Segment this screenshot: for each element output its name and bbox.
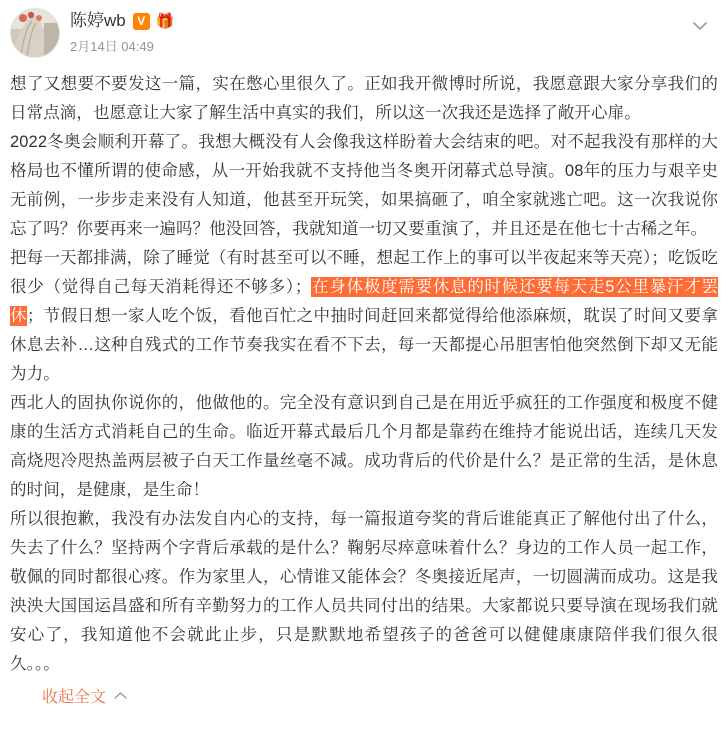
chevron-down-icon[interactable] xyxy=(688,14,712,38)
post-header xyxy=(10,8,718,64)
paragraph-1: 想了又想要不要发这一篇，实在憋心里很久了。正如我开微博时所说，我愿意跟大家分享我们的日常点滴，也愿意让大家了解生活中真实的我们，所以这一次我还是选择了敞开心扉。 xyxy=(10,75,718,122)
verified-badge-icon: V xyxy=(133,13,150,30)
paragraph-5: 所以很抱歉，我没有办法发自内心的支持，每一篇报道夸奖的背后谁能真正了解他付出了什么，失去了什么？坚持两个字背后承载的是什么？鞠躬尽瘁意味着什么？身边的工作人员一起工作，敬佩的同时都很心疼。作为家里人，心情谁又能体会？冬奥接近尾声，一切圆满而成功。这是我泱泱大国国运昌盛和所有辛勤努力的工作人员共同付出的结果。大家都说只要导演在现场我们就安心了，我知道他不会就此止步，只是默默地希望孩子的爸爸可以健健康康陪伴我们很久很久。。。 xyxy=(10,510,718,673)
paragraph-4: 西北人的固执你说你的，他做他的。完全没有意识到自己是在用近乎疯狂的工作强度和极度不健康的生活方式消耗自己的生命。临近开幕式最后几个月都是靠药在维持才能说出话，连续几天发高烧咫冷咫热盖两层被子白天工作量丝毫不减。成功背后的代价是什么？是正常的生活，是休息的时间，是健康，是生命！ xyxy=(10,394,718,499)
avatar[interactable] xyxy=(10,8,60,58)
collapse-label: 收起全文 xyxy=(42,688,107,706)
paragraph-2: 2022冬奥会顺利开幕了。我想大概没有人会像我这样盼着大会结束的吧。对不起我没有那样的大格局也不懂所谓的使命感，从一开始我就不支持他当冬奥开闭幕式总导演。08年的压力与艰辛史无前例，一步步走来没有人知道，他甚至开玩笑，如果搞砸了，咱全家就逃亡吧。这一次我说你忘了吗？你要再来一遍吗？他没回答，我就知道一切又要重演了，并且还是在他七十古稀之年。 xyxy=(10,133,718,238)
gift-icon: 🎁 xyxy=(155,12,175,30)
paragraph-3-before: 把每一天都排满，除了睡觉（有时甚至可以不睡，想起工作上的事可以半夜起来等天亮）；吃饭吃很少（觉得自己每天消耗得还不够多）； xyxy=(10,249,718,296)
highlighted-text: 在身体极度需要休息的时候还要每天走5公里暴汗才罢休 xyxy=(10,278,718,325)
post-timestamp: 2月14日 04:49 xyxy=(70,39,154,54)
paragraph-3 xyxy=(10,244,718,389)
collapse-full-text-button[interactable] xyxy=(42,684,127,707)
post-header-text xyxy=(70,8,174,55)
paragraph-3-after: ；节假日想一家人吃个饭，看他百忙之中抽时间赶回来都觉得给他添麻烦，耽误了时间又要拿休息去补…这种自残式的工作节奏我实在看不下去，每一天都提心吊胆害怕他突然倒下却又无能为力。 xyxy=(10,307,718,383)
chevron-up-icon xyxy=(114,691,127,700)
post-footer xyxy=(10,681,718,709)
author-name[interactable]: 陈婷wb xyxy=(70,11,126,30)
author-row xyxy=(70,9,174,33)
post-content xyxy=(10,70,718,679)
